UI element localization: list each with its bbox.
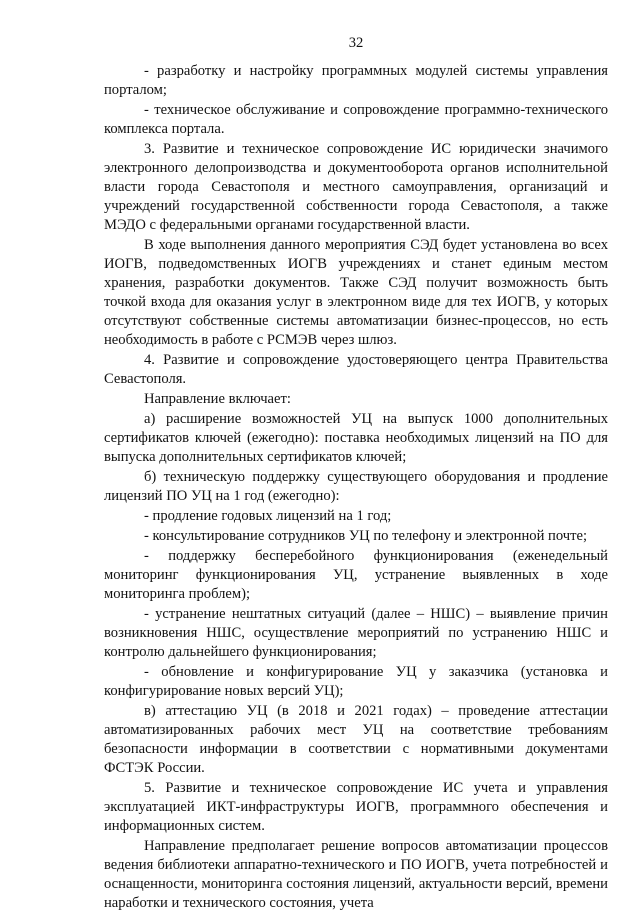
paragraph-7: а) расширение возможностей УЦ на выпуск 1000 дополнительных сертификатов ключей (ежегодно): поставка необходимых лицензий на ПО для выпуска дополнительных сертификатов ключей; — [104, 411, 608, 465]
paragraph-14: в) аттестацию УЦ (в 2018 и 2021 годах) – проведение аттестации автоматизированных рабочих мест УЦ на соответствие требованиям безопасности информации в соответствии с нормативными документами ФСТЭК России. — [104, 703, 608, 776]
paragraph-4: В ходе выполнения данного мероприятия СЭД будет установлена во всех ИОГВ, подведомственных ИОГВ учреждениях и станет единым местом хранения, разработки документов. Также СЭД получит возможность быть точкой входа для оказания услуг в электронном виде для тех ИОГВ, у которых отсутствуют собственные системы автоматизации бизнес-процессов, но есть необходимость в работе с РСМЭВ через шлюз. — [104, 237, 608, 348]
document-page — [104, 34, 608, 914]
paragraph-6: Направление включает: — [144, 391, 291, 407]
page-number: 32 — [348, 35, 364, 51]
paragraph-10: - консультирование сотрудников УЦ по телефону и электронной почте; — [144, 528, 588, 544]
paragraph-13: - обновление и конфигурирование УЦ у заказчика (установка и конфигурирование новых версий УЦ); — [104, 664, 608, 699]
paragraph-9: - продление годовых лицензий на 1 год; — [144, 508, 392, 524]
paragraph-11: - поддержку бесперебойного функционирования (еженедельный мониторинг функционирования УЦ, устранение выявленных в ходе мониторинга проблем); — [104, 548, 608, 602]
paragraph-16: Направление предполагает решение вопросов автоматизации процессов ведения библиотеки аппаратно-технического и ПО ИОГВ, учета потребностей и оснащенности, мониторинга состояния лицензий, актуальности версий, времени наработки и технического состояния, учета — [104, 838, 608, 911]
paragraph-2: - техническое обслуживание и сопровождение программно-технического комплекса портала. — [104, 102, 608, 137]
paragraph-8: б) техническую поддержку существующего оборудования и продление лицензий ПО УЦ на 1 год (ежегодно): — [104, 469, 608, 504]
paragraph-1: - разработку и настройку программных модулей системы управления порталом; — [104, 63, 608, 98]
paragraph-12: - устранение нештатных ситуаций (далее – НШС) – выявление причин возникновения НШС, осуществление мероприятий по устранению НШС и контролю дальнейшего функционирования; — [104, 606, 608, 660]
paragraph-15: 5. Развитие и техническое сопровождение ИС учета и управления эксплуатацией ИКТ-инфраструктуры ИОГВ, программного обеспечения и информационных систем. — [104, 780, 608, 834]
paragraph-3: 3. Развитие и техническое сопровождение ИС юридически значимого электронного делопроизводства и документооборота органов исполнительной власти города Севастополя и местного самоуправления, организаций и учреждений государственной собственности города Севастополя, а также МЭДО с федеральными органами государственной власти. — [104, 141, 608, 233]
paragraph-5: 4. Развитие и сопровождение удостоверяющего центра Правительства Севастополя. — [104, 352, 608, 387]
